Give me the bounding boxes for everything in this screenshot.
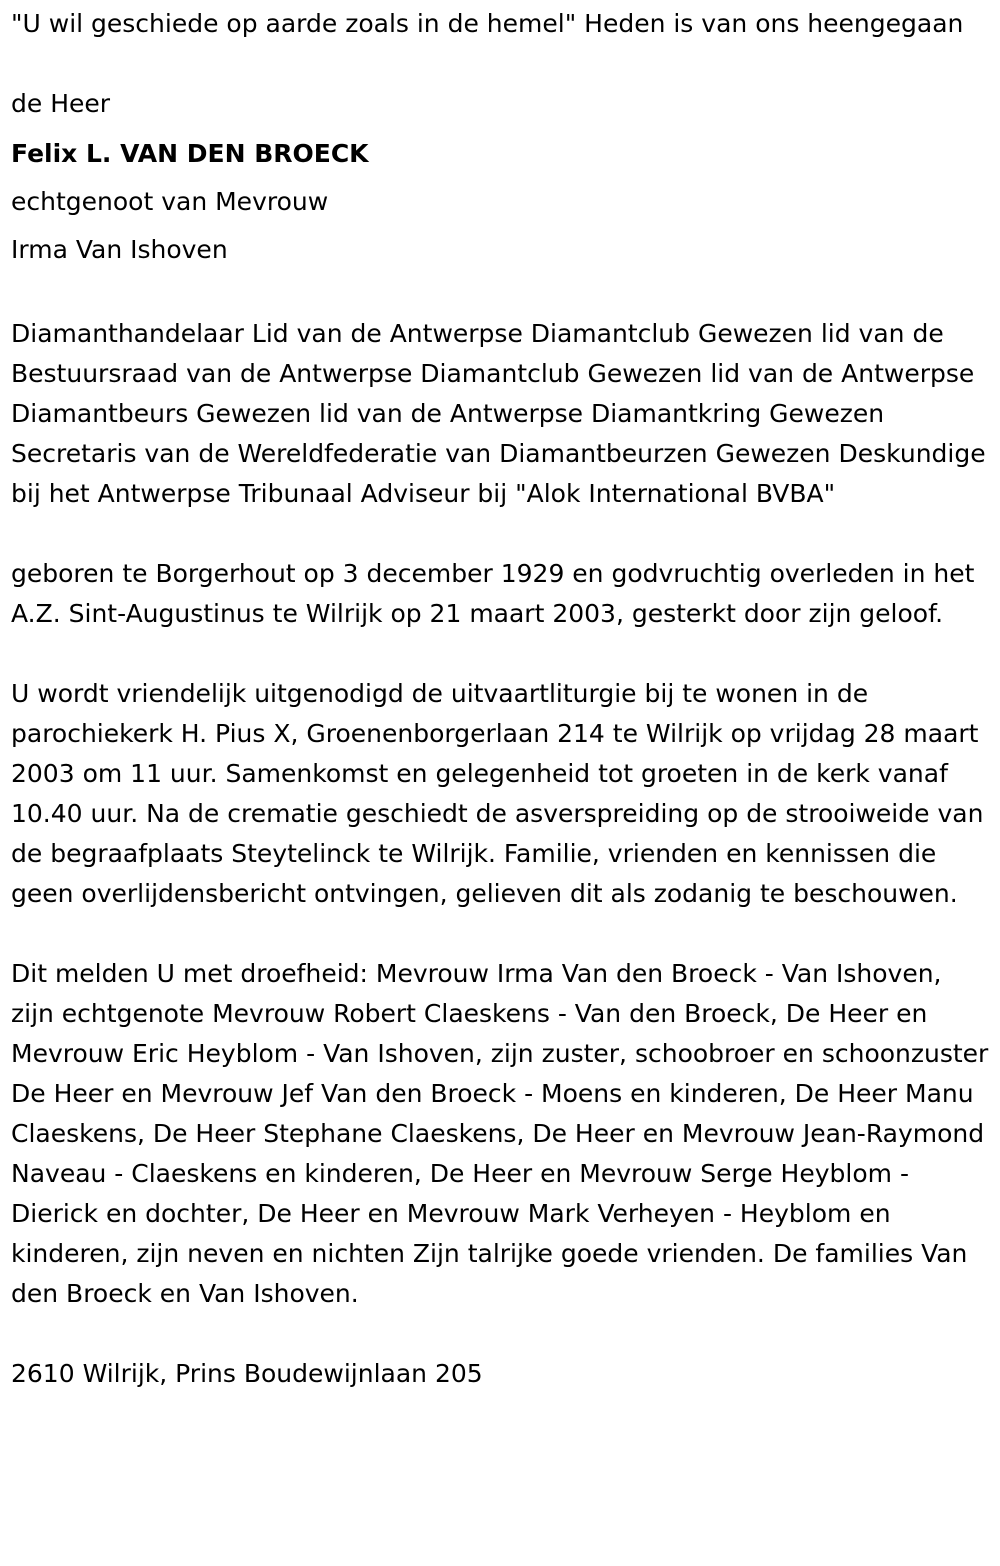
spacer [11,274,990,314]
spacer [11,1314,990,1354]
career-paragraph: Diamanthandelaar Lid van de Antwerpse Diamantclub Gewezen lid van de Bestuursraad van de Antwerpse Diamantclub Gewezen lid van de Antwerpse Diamantbeurs Gewezen lid van de Antwerpse Diamantkring Gewezen Secretaris van de Wereldfederatie van Diamantbeurzen Gewezen Deskundige bij het Antwerpse Tribunaal Adviseur bij "Alok International BVBA" [11,319,986,508]
opening-quote: "U wil geschiede op aarde zoals in de hemel" Heden is van ons heengegaan [11,9,964,38]
birth-death-paragraph: geboren te Borgerhout op 3 december 1929 en godvruchtig overleden in het A.Z. Sint-Augustinus te Wilrijk op 21 maart 2003, gesterkt door zijn geloof. [11,559,975,628]
spouse-name: Irma Van Ishoven [11,235,228,264]
funeral-paragraph: U wordt vriendelijk uitgenodigd de uitvaartliturgie bij te wonen in de parochiekerk H. Pius X, Groenenborgerlaan 214 te Wilrijk op vrijdag 28 maart 2003 om 11 uur. Samenkomst en gelegenheid tot groeten in de kerk vanaf 10.40 uur. Na de crematie geschiedt de asverspreiding op de strooiweide van de begraafplaats Steytelinck te Wilrijk. Familie, vrienden en kennissen die geen overlijdensbericht ontvingen, gelieven dit als zodanig te beschouwen. [11,679,984,908]
salutation: de Heer [11,89,111,118]
spacer [11,44,990,84]
address: 2610 Wilrijk, Prins Boudewijnlaan 205 [11,1359,483,1388]
spacer [11,634,990,674]
spouse-intro: echtgenoot van Mevrouw [11,187,329,216]
deceased-name: Felix L. VAN DEN BROECK [11,139,369,168]
spacer [11,914,990,954]
family-paragraph: Dit melden U met droefheid: Mevrouw Irma Van den Broeck - Van Ishoven, zijn echtgenote Mevrouw Robert Claeskens - Van den Broeck, De Heer en Mevrouw Eric Heyblom - Van Ishoven, zijn zuster, schoobroer en schoonzuster De Heer en Mevrouw Jef Van den Broeck - Moens en kinderen, De Heer Manu Claeskens, De Heer Stephane Claeskens, De Heer en Mevrouw Jean-Raymond Naveau - Claeskens en kinderen, De Heer en Mevrouw Serge Heyblom - Dierick en dochter, De Heer en Mevrouw Mark Verheyen - Heyblom en kinderen, zijn neven en nichten Zijn talrijke goede vrienden. De families Van den Broeck en Van Ishoven. [11,959,989,1308]
spacer [11,514,990,554]
